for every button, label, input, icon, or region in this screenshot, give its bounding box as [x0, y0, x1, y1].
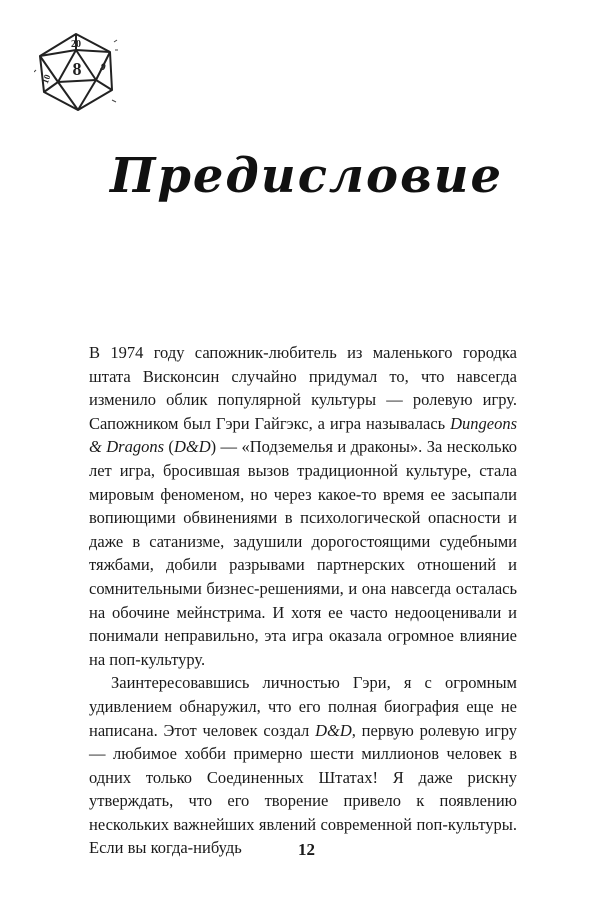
die-face-10: 10	[39, 73, 53, 85]
d20-die-icon	[34, 30, 118, 114]
chapter-title: Предисловие	[109, 148, 504, 204]
page-number: 12	[298, 840, 315, 859]
body-text	[89, 341, 517, 860]
die-face-20: 20	[71, 39, 81, 50]
die-face-9: 9	[98, 61, 108, 74]
game-abbrev: D&D	[315, 720, 352, 740]
paragraph-2: Заинтересовавшись личностью Гэри, я с огромным удивлением обнаружил, что его полная биография еще не написана. Этот человек создал D&D, первую ролевую игру — любимое хобби примерно шести миллионов человек в одних только Соединенных Штатах! Я даже рискну утверждать, что его творение привело к появлению нескольких важнейших явлений современной поп-культуры. Если вы когда-нибудь	[89, 673, 517, 858]
game-title: Dungeons & Dragons	[89, 413, 517, 457]
die-face-8: 8	[72, 59, 82, 79]
game-abbrev: D&D	[173, 437, 211, 457]
paragraph-1: В 1974 году сапожник-любитель из маленького городка штата Висконсин случайно придумал то, что навсегда изменило облик популярной культуры — ролевую игру. Сапожником был Гэри Гайгэкс, а игра называлась Dungeons & Dragons (D&D) — «Подземелья и драконы». За несколько лет игра, бросившая вызов традиционной культуре, стала мировым феноменом, но через какое-то время ее засыпали вопиющими обвинениями в психологической опасности и даже в сатанизме, задушили дорогостоящими судебными тяжбами, добили разрывами партнерских отношений и сомнительными бизнес-решениями, и она навсегда осталась на обочине мейнстрима. И хотя ее часто недооценивали и понимали неправильно, эта игра оказала огромное влияние на поп-культуру.	[89, 343, 517, 669]
